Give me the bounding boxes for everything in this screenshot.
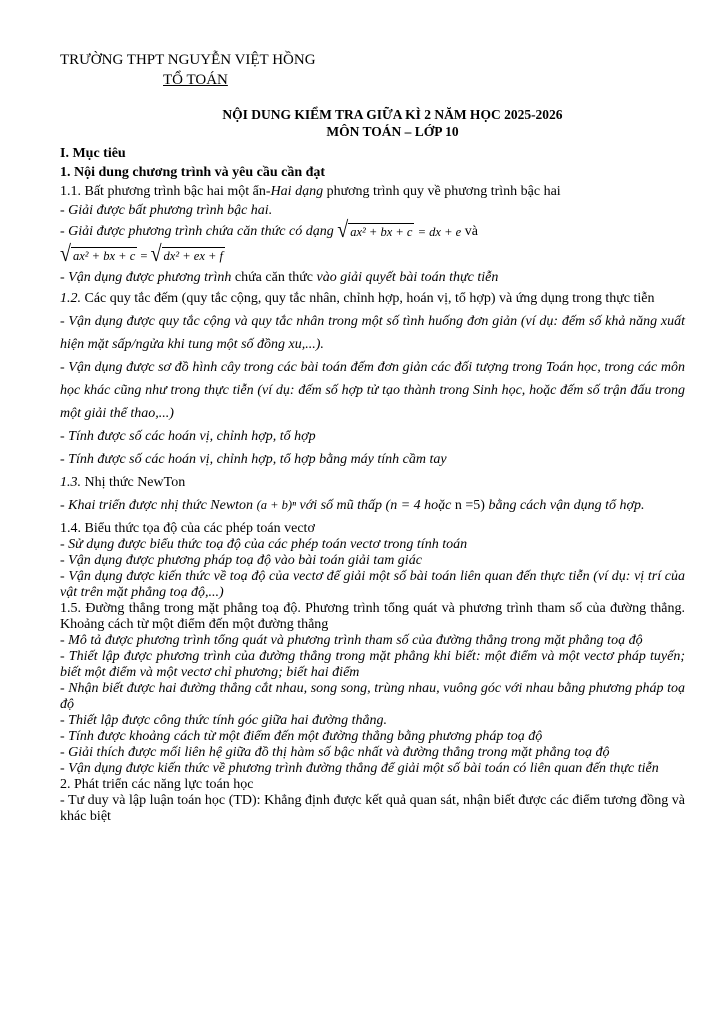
item-1-5-line-1: - Mô tả được phương trình tổng quát và phương trình tham số của đường thẳng trong mặt phẳng toạ độ [60, 633, 643, 649]
item-1-2: 1.2. Các quy tắc đếm (quy tắc cộng, quy tắc nhân, chỉnh hợp, hoán vị, tổ hợp) và ứng dụng trong thực tiễn [60, 291, 655, 306]
item-1-3: 1.3. Nhị thức NewTon [60, 475, 186, 490]
item-1-1: 1.1. Bất phương trình bậc hai một ẩn-Hai dạng phương trình quy về phương trình bậc hai [60, 184, 561, 199]
item-1-5-line-6: - Giải thích được mối liên hệ giữa đồ thị hàm số bậc nhất và đường thẳng trong mặt phẳng toạ độ [60, 745, 610, 761]
subsection-heading-competencies: 2. Phát triển các năng lực toán học [60, 777, 254, 793]
competency-line-1: - Tư duy và lập luận toán học (TD): Khẳng định được kết quả quan sát, nhận biết được các điểm tương đồng và khác biệt [60, 793, 685, 825]
item-1-4: 1.4. Biểu thức tọa độ của các phép toán vectơ [60, 521, 315, 537]
item-1-5-line-5: - Tính được khoảng cách từ một điểm đến một đường thẳng bằng phương pháp toạ độ [60, 729, 543, 745]
document-title: NỘI DUNG KIỂM TRA GIỮA KÌ 2 NĂM HỌC 2025-2026 [222, 107, 563, 122]
item-1-5-line-7: - Vận dụng được kiến thức về phương trình đường thẳng để giải một số bài toán có liên quan đến thực tiễn [60, 761, 659, 777]
item-1-2-line-1: - Vận dụng được quy tắc cộng và quy tắc nhân trong một số tình huống đơn giản (ví dụ: đếm số khả năng xuất hiện mặt sấp/ngửa khi tung một số đồng xu,...). [60, 314, 685, 352]
formula-sqrt-equation-1: √ ax² + bx + c = dx + e [337, 217, 462, 243]
department-name: TỔ TOÁN [163, 72, 228, 88]
item-1-1-line-2: - Giải được phương trình chứa căn thức có dạng √ ax² + bx + c = dx + e và [60, 217, 478, 243]
document-page [60, 50, 685, 825]
item-1-2-line-3: - Tính được số các hoán vị, chỉnh hợp, tổ hợp [60, 429, 316, 444]
section-heading-objectives: I. Mục tiêu [60, 146, 126, 161]
item-1-1-line-1: - Giải được bất phương trình bậc hai. [60, 203, 273, 218]
item-1-3-line-1: - Khai triển được nhị thức Newton (a + b)ⁿ với số mũ thấp (n = 4 hoặc n =5) bằng cách vận dụng tổ hợp. [60, 494, 685, 517]
school-name: TRƯỜNG THPT NGUYỄN VIỆT HỒNG [60, 52, 316, 68]
item-1-1-line-2-formula [60, 241, 685, 268]
item-1-5-line-3: - Nhận biết được hai đường thẳng cắt nhau, song song, trùng nhau, vuông góc với nhau bằng phương pháp toạ độ [60, 681, 685, 713]
document-subtitle: MÔN TOÁN – LỚP 10 [326, 124, 459, 139]
item-1-4-line-2: - Vận dụng được phương pháp toạ độ vào bài toán giải tam giác [60, 553, 422, 569]
item-1-1-line-3: - Vận dụng được phương trình chứa căn thức vào giải quyết bài toán thực tiễn [60, 270, 499, 285]
formula-sqrt-equation-2: √ ax² + bx + c = √ dx² + ex + f [60, 241, 224, 267]
item-1-4-line-3: - Vận dụng được kiến thức về toạ độ của vectơ để giải một số bài toán liên quan đến thực tiễn (ví dụ: vị trí của vật trên mặt phẳng toạ độ,...) [60, 569, 685, 601]
formula-binomial: (a + b)ⁿ [256, 498, 297, 513]
item-1-5-line-4: - Thiết lập được công thức tính góc giữa hai đường thẳng. [60, 713, 388, 729]
item-1-2-line-2: - Vận dụng được sơ đồ hình cây trong các bài toán đếm đơn giản các đối tượng trong Toán học, trong các môn học khác cũng như trong thực tiễn (ví dụ: đếm số hợp tử tạo thành trong Sinh học, hoặc đếm số trận đấu trong một giải thể thao,...) [60, 360, 685, 421]
item-1-4-line-1: - Sử dụng được biểu thức toạ độ của các phép toán vectơ trong tính toán [60, 537, 468, 553]
item-1-5: 1.5. Đường thẳng trong mặt phẳng toạ độ. Phương trình tổng quát và phương trình tham số của đường thẳng. Khoảng cách từ một điểm đến một đường thẳng [60, 601, 685, 633]
subsection-heading-content: 1. Nội dung chương trình và yêu cầu cần đạt [60, 165, 326, 180]
item-1-2-line-4: - Tính được số các hoán vị, chỉnh hợp, tổ hợp bằng máy tính cầm tay [60, 452, 447, 467]
item-1-5-line-2: - Thiết lập được phương trình của đường thẳng trong mặt phẳng khi biết: một điểm và một vectơ pháp tuyến; biết một điểm và một vectơ chỉ phương; biết hai điểm [60, 649, 685, 681]
